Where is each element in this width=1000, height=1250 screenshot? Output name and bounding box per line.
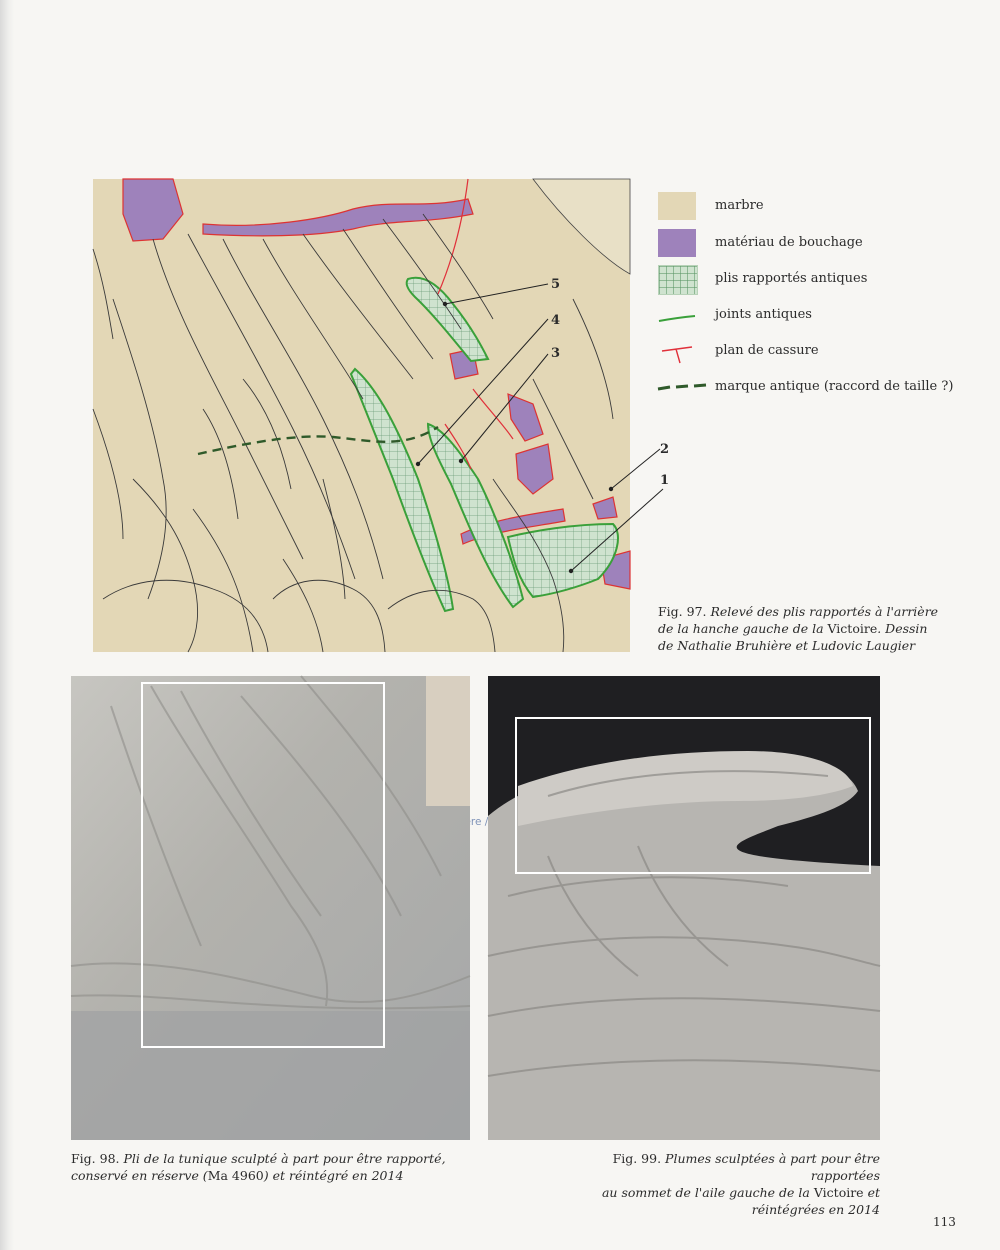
figure-99-highlight-frame [515,717,871,874]
legend-label-plis: plis rapportés antiques [715,271,868,286]
figure-98-caption [71,1150,471,1184]
page-number: 113 [933,1215,956,1229]
fig97-line2-end: . Dessin [877,621,928,636]
callout-2: 2 [660,442,670,457]
fig97-line1: Relevé des plis rapportés à l'arrière [710,604,939,619]
fig97-line2-upright: Victoire [827,621,878,636]
swatch-joints [658,301,696,329]
figure-98-photo [71,676,470,1140]
swatch-marbre [658,192,696,220]
legend-label-cassure: plan de cassure [715,343,819,358]
swatch-cassure [658,337,696,365]
callout-1: 1 [660,473,670,488]
fig98-line1: Pli de la tunique sculpté à part pour être rapporté, [123,1151,446,1166]
fig98-line2: conservé en réserve ( [71,1168,208,1183]
callout-5: 5 [551,277,561,292]
legend-label-marbre: marbre [715,198,764,213]
fig97-line3: de Nathalie Bruhière et Ludovic Laugier [658,638,916,653]
callout-4: 4 [551,313,561,328]
figure-97-drawing [93,179,630,828]
fig99-line2-end: et réintégrées en 2014 [751,1185,880,1217]
drawing-credit: / [484,816,489,828]
fig97-line2: de la hanche gauche de la [658,621,828,636]
figure-98-highlight-frame [141,682,385,1048]
figure-97-caption [658,603,978,654]
swatch-bouchage [658,229,696,257]
legend-label-marque: marque antique (raccord de taille ?) [715,379,954,394]
callout-3: 3 [551,346,561,361]
fig99-number: Fig. 99. [612,1151,662,1166]
swatch-plis [658,265,698,295]
fig97-number: Fig. 97. [658,604,707,619]
legend-label-bouchage: matériau de bouchage [715,235,863,250]
fig99-line2-upright: Victoire [813,1185,864,1200]
legend-label-joints: joints antiques [715,307,812,322]
page-gutter-shadow [0,0,14,1250]
figure-99-photo [488,676,880,1140]
fig98-line2-upright: Ma 4960 [207,1168,264,1183]
fig98-number: Fig. 98. [71,1151,120,1166]
drawing-svg [93,179,630,652]
fig98-line2-end: ) et réintégré en 2014 [263,1168,404,1183]
fig99-line1: Plumes sculptées à part pour être rapportées [665,1151,880,1183]
figure-99-caption [540,1150,880,1218]
fig99-line2: au sommet de l'aile gauche de la [601,1185,814,1200]
swatch-marque [658,373,696,401]
